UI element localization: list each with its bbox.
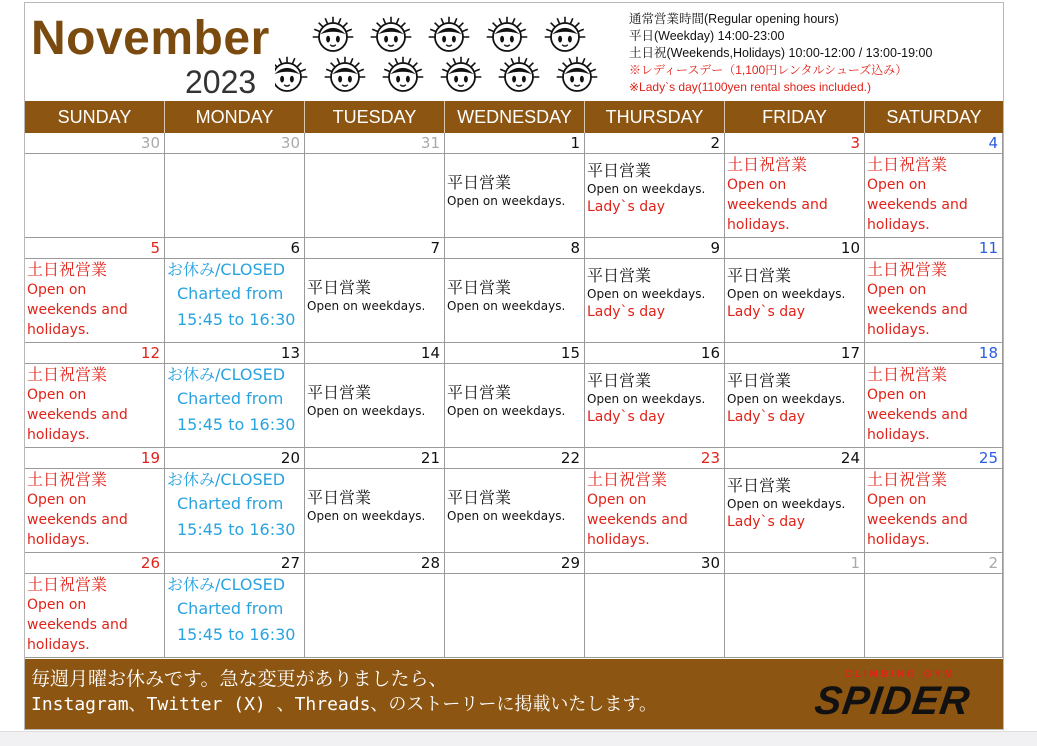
- business-notice: [727, 476, 862, 532]
- day-number-divider: [585, 153, 724, 154]
- notice-line: weekends and: [27, 617, 128, 633]
- notice-line: Open on: [727, 177, 787, 193]
- mascot-face-icon: [557, 57, 598, 91]
- calendar-frame: [24, 2, 1004, 730]
- business-notice: [447, 278, 582, 314]
- notice-line: weekends and: [867, 512, 968, 528]
- notice-line: weekends and: [27, 407, 128, 423]
- notice-line: Open on: [867, 492, 927, 508]
- day-cell: [165, 553, 305, 658]
- day-cell: [865, 343, 1003, 448]
- closed-notice: [167, 260, 302, 330]
- weekday-sunday: SUNDAY: [25, 101, 165, 133]
- day-number: 24: [840, 449, 860, 467]
- weekday-monday: MONDAY: [165, 101, 305, 133]
- mascot-face-icon: [487, 17, 528, 51]
- notice-line: Open on weekdays.: [307, 509, 426, 523]
- notice-line: holidays.: [867, 427, 930, 443]
- notice-line: 平日営業: [307, 278, 372, 297]
- notice-line: Open on weekdays.: [587, 182, 706, 196]
- notice-line: Open on: [27, 387, 87, 403]
- notice-line: Open on: [867, 282, 927, 298]
- notice-line: Open on weekdays.: [727, 497, 846, 511]
- day-cell: [25, 133, 165, 238]
- business-notice: [587, 161, 722, 217]
- day-number-divider: [305, 573, 444, 574]
- day-cell: [25, 553, 165, 658]
- day-cell: [585, 343, 725, 448]
- day-cell: [305, 553, 445, 658]
- notice-line: 15:45 to 16:30: [177, 625, 296, 644]
- day-number: 13: [280, 344, 300, 362]
- notice-line: Lady`s day: [587, 409, 666, 425]
- closed-notice: [167, 365, 302, 435]
- day-number-divider: [165, 258, 304, 259]
- notice-line: Open on: [27, 492, 87, 508]
- notice-line: お休み/CLOSED: [167, 470, 286, 489]
- business-notice: [307, 278, 442, 314]
- day-cell: [305, 343, 445, 448]
- day-number-divider: [865, 468, 1002, 469]
- day-number: 7: [430, 239, 440, 257]
- day-cell: [305, 238, 445, 343]
- day-number-divider: [445, 153, 584, 154]
- day-cell: [445, 448, 585, 553]
- day-cell: [445, 133, 585, 238]
- notice-line: Charted from: [177, 494, 284, 513]
- notice-line: Lady`s day: [727, 514, 806, 530]
- day-number: 4: [988, 134, 998, 152]
- calendar-header: [25, 3, 1003, 100]
- mascot-face-icon: [499, 57, 540, 91]
- hours-line: ※Lady`s day(1100yen rental shoes included.): [629, 80, 871, 94]
- day-number-divider: [25, 153, 164, 154]
- notice-line: weekends and: [27, 302, 128, 318]
- notice-line: 土日祝営業: [27, 365, 108, 384]
- business-notice: [867, 470, 1000, 550]
- notice-line: 土日祝営業: [587, 470, 668, 489]
- window-bottom-bar: [0, 731, 1037, 746]
- day-number: 20: [280, 449, 300, 467]
- day-number: 11: [978, 239, 998, 257]
- day-number-divider: [585, 258, 724, 259]
- notice-line: Open on: [587, 492, 647, 508]
- day-cell: [305, 448, 445, 553]
- business-notice: [447, 488, 582, 524]
- day-number: 30: [140, 134, 160, 152]
- business-notice: [447, 173, 582, 209]
- notice-line: weekends and: [727, 197, 828, 213]
- business-notice: [727, 266, 862, 322]
- day-cell: [25, 448, 165, 553]
- mascot-face-icon: [383, 57, 424, 91]
- day-number: 15: [560, 344, 580, 362]
- opening-hours: [629, 11, 932, 96]
- day-cell: [585, 553, 725, 658]
- footer-line-1: 毎週月曜お休みです。急な変更がありましたら、: [31, 668, 448, 690]
- notice-line: 土日祝営業: [867, 365, 948, 384]
- day-number-divider: [305, 153, 444, 154]
- notice-line: 平日営業: [587, 161, 652, 180]
- notice-line: お休み/CLOSED: [167, 260, 286, 279]
- closed-notice: [167, 575, 302, 645]
- hours-line: 平日(Weekday) 14:00-23:00: [629, 29, 785, 43]
- day-number-divider: [305, 363, 444, 364]
- day-number: 29: [560, 554, 580, 572]
- spider-gym-logo: [811, 669, 995, 723]
- day-cell: [725, 448, 865, 553]
- day-number: 2: [710, 134, 720, 152]
- day-number: 5: [150, 239, 160, 257]
- weekday-thursday: THURSDAY: [585, 101, 725, 133]
- day-cell: [725, 553, 865, 658]
- notice-line: weekends and: [27, 512, 128, 528]
- day-cell: [725, 343, 865, 448]
- weekday-saturday: SATURDAY: [886, 107, 982, 127]
- notice-line: Open on weekdays.: [307, 404, 426, 418]
- day-cell: [165, 133, 305, 238]
- day-number: 27: [280, 554, 300, 572]
- notice-line: Open on: [867, 387, 927, 403]
- notice-line: 平日営業: [727, 371, 792, 390]
- day-number-divider: [165, 573, 304, 574]
- notice-line: 土日祝営業: [27, 260, 108, 279]
- day-cell: [865, 448, 1003, 553]
- notice-line: holidays.: [27, 532, 90, 548]
- notice-line: 平日営業: [727, 476, 792, 495]
- notice-line: 土日祝営業: [27, 470, 108, 489]
- notice-line: 平日営業: [307, 488, 372, 507]
- notice-line: Open on weekdays.: [447, 194, 566, 208]
- day-cell: [585, 448, 725, 553]
- month-title: November: [31, 12, 270, 65]
- business-notice: [727, 155, 862, 235]
- notice-line: 平日営業: [587, 371, 652, 390]
- day-number: 8: [570, 239, 580, 257]
- day-number: 18: [978, 344, 998, 362]
- day-number: 10: [840, 239, 860, 257]
- day-number-divider: [725, 363, 864, 364]
- mascot-face-icon: [275, 57, 307, 91]
- day-number-divider: [445, 258, 584, 259]
- business-notice: [307, 383, 442, 419]
- notice-line: Lady`s day: [727, 304, 806, 320]
- notice-line: Open on weekdays.: [727, 287, 846, 301]
- notice-line: Charted from: [177, 284, 284, 303]
- day-number: 2: [988, 554, 998, 572]
- closed-notice: [167, 470, 302, 540]
- notice-line: 平日営業: [447, 488, 512, 507]
- notice-line: 平日営業: [727, 266, 792, 285]
- day-number: 26: [140, 554, 160, 572]
- business-notice: [587, 470, 722, 550]
- day-number-divider: [865, 153, 1002, 154]
- notice-line: 土日祝営業: [727, 155, 808, 174]
- weekday-tuesday: TUESDAY: [305, 101, 445, 133]
- day-cell: [25, 343, 165, 448]
- notice-line: Open on weekdays.: [587, 392, 706, 406]
- footer-line-2: Instagram、Twitter (X) 、Threads、のストーリーに掲載いたします。: [31, 694, 657, 715]
- day-number: 3: [850, 134, 860, 152]
- day-number-divider: [585, 468, 724, 469]
- day-cell: [165, 238, 305, 343]
- mascot-face-icon: [545, 17, 586, 51]
- hours-line: ※レディースデー（1,100円レンタルシューズ込み）: [629, 63, 908, 77]
- day-number-divider: [445, 468, 584, 469]
- mascot-face-icon: [313, 17, 354, 51]
- notice-line: holidays.: [867, 322, 930, 338]
- notice-line: Charted from: [177, 599, 284, 618]
- notice-line: holidays.: [27, 322, 90, 338]
- day-number-divider: [445, 573, 584, 574]
- day-number: 19: [140, 449, 160, 467]
- hours-line: 通常営業時間(Regular opening hours): [629, 12, 839, 26]
- notice-line: Open on: [27, 597, 87, 613]
- day-number-divider: [305, 468, 444, 469]
- notice-line: Open on weekdays.: [727, 392, 846, 406]
- day-cell: [445, 343, 585, 448]
- day-number: 1: [850, 554, 860, 572]
- notice-line: Open on weekdays.: [447, 404, 566, 418]
- day-cell: [725, 133, 865, 238]
- notice-line: 平日営業: [587, 266, 652, 285]
- day-cell: [445, 238, 585, 343]
- notice-line: 平日営業: [447, 173, 512, 192]
- day-number-divider: [25, 363, 164, 364]
- day-number: 25: [978, 449, 998, 467]
- notice-line: Open on weekdays.: [447, 299, 566, 313]
- notice-line: Open on: [27, 282, 87, 298]
- notice-line: 土日祝営業: [867, 260, 948, 279]
- day-number-divider: [725, 258, 864, 259]
- notice-line: weekends and: [867, 197, 968, 213]
- mascot-face-icon: [371, 17, 412, 51]
- business-notice: [727, 371, 862, 427]
- day-cell: [25, 238, 165, 343]
- day-cell: [865, 238, 1003, 343]
- mascot-face-icon: [325, 57, 366, 91]
- business-notice: [27, 260, 162, 340]
- day-number: 16: [700, 344, 720, 362]
- hours-line: 土日祝(Weekends,Holidays) 10:00-12:00 / 13:00-19:00: [629, 46, 933, 60]
- notice-line: お休み/CLOSED: [167, 575, 286, 594]
- day-cell: [165, 448, 305, 553]
- day-number-divider: [725, 573, 864, 574]
- notice-line: 土日祝営業: [867, 155, 948, 174]
- notice-line: weekends and: [867, 302, 968, 318]
- logo-wordmark: SPIDER: [811, 679, 974, 723]
- day-number-divider: [25, 573, 164, 574]
- business-notice: [27, 575, 162, 655]
- business-notice: [867, 365, 1000, 445]
- business-notice: [867, 155, 1000, 235]
- notice-line: Open on: [867, 177, 927, 193]
- mascot-faces-illustration: [275, 13, 605, 101]
- notice-line: 土日祝営業: [867, 470, 948, 489]
- day-number-divider: [165, 363, 304, 364]
- mascot-face-icon: [441, 57, 482, 91]
- day-cell: [725, 238, 865, 343]
- footer-message: [31, 667, 657, 717]
- notice-line: weekends and: [867, 407, 968, 423]
- day-number-divider: [165, 153, 304, 154]
- weekday-friday: FRIDAY: [725, 101, 865, 133]
- notice-line: Lady`s day: [727, 409, 806, 425]
- day-number: 30: [280, 134, 300, 152]
- notice-line: Open on weekdays.: [307, 299, 426, 313]
- day-cell: [445, 553, 585, 658]
- day-number-divider: [305, 258, 444, 259]
- day-number: 12: [140, 344, 160, 362]
- day-number: 22: [560, 449, 580, 467]
- day-number: 28: [420, 554, 440, 572]
- day-number-divider: [725, 468, 864, 469]
- day-number: 30: [700, 554, 720, 572]
- notice-line: お休み/CLOSED: [167, 365, 286, 384]
- mascot-face-icon: [429, 17, 470, 51]
- day-number: 17: [840, 344, 860, 362]
- day-cell: [585, 238, 725, 343]
- day-cell: [865, 133, 1003, 238]
- logo-subtitle: CLIMBING GYM: [844, 669, 956, 680]
- day-cell: [165, 343, 305, 448]
- day-number: 21: [420, 449, 440, 467]
- notice-line: 15:45 to 16:30: [177, 520, 296, 539]
- day-cell: [305, 133, 445, 238]
- day-number-divider: [25, 258, 164, 259]
- day-number-divider: [25, 468, 164, 469]
- notice-line: 平日営業: [447, 383, 512, 402]
- notice-line: holidays.: [867, 217, 930, 233]
- day-cell: [865, 553, 1003, 658]
- day-number-divider: [865, 573, 1002, 574]
- day-number: 9: [710, 239, 720, 257]
- notice-line: holidays.: [587, 532, 650, 548]
- business-notice: [867, 260, 1000, 340]
- day-number: 31: [420, 134, 440, 152]
- weekday-header: [25, 101, 1003, 133]
- notice-line: holidays.: [727, 217, 790, 233]
- day-number: 6: [290, 239, 300, 257]
- notice-line: 平日営業: [447, 278, 512, 297]
- notice-line: holidays.: [27, 427, 90, 443]
- day-number-divider: [445, 363, 584, 364]
- business-notice: [587, 371, 722, 427]
- day-number: 23: [700, 449, 720, 467]
- notice-line: 15:45 to 16:30: [177, 415, 296, 434]
- business-notice: [27, 365, 162, 445]
- notice-line: 平日営業: [307, 383, 372, 402]
- footer-banner: [25, 659, 1003, 729]
- business-notice: [447, 383, 582, 419]
- day-number-divider: [585, 573, 724, 574]
- day-number-divider: [165, 468, 304, 469]
- notice-line: Open on weekdays.: [587, 287, 706, 301]
- day-number-divider: [585, 363, 724, 364]
- notice-line: holidays.: [867, 532, 930, 548]
- notice-line: 15:45 to 16:30: [177, 310, 296, 329]
- day-number-divider: [725, 153, 864, 154]
- day-number-divider: [865, 363, 1002, 364]
- notice-line: Lady`s day: [587, 304, 666, 320]
- day-number-divider: [865, 258, 1002, 259]
- business-notice: [27, 470, 162, 550]
- notice-line: 土日祝営業: [27, 575, 108, 594]
- year-title: 2023: [185, 64, 257, 100]
- notice-line: Charted from: [177, 389, 284, 408]
- day-number: 14: [420, 344, 440, 362]
- business-notice: [587, 266, 722, 322]
- notice-line: weekends and: [587, 512, 688, 528]
- day-cell: [585, 133, 725, 238]
- notice-line: Lady`s day: [587, 199, 666, 215]
- notice-line: holidays.: [27, 637, 90, 653]
- day-number: 1: [570, 134, 580, 152]
- weekday-wednesday: WEDNESDAY: [445, 101, 585, 133]
- business-notice: [307, 488, 442, 524]
- notice-line: Open on weekdays.: [447, 509, 566, 523]
